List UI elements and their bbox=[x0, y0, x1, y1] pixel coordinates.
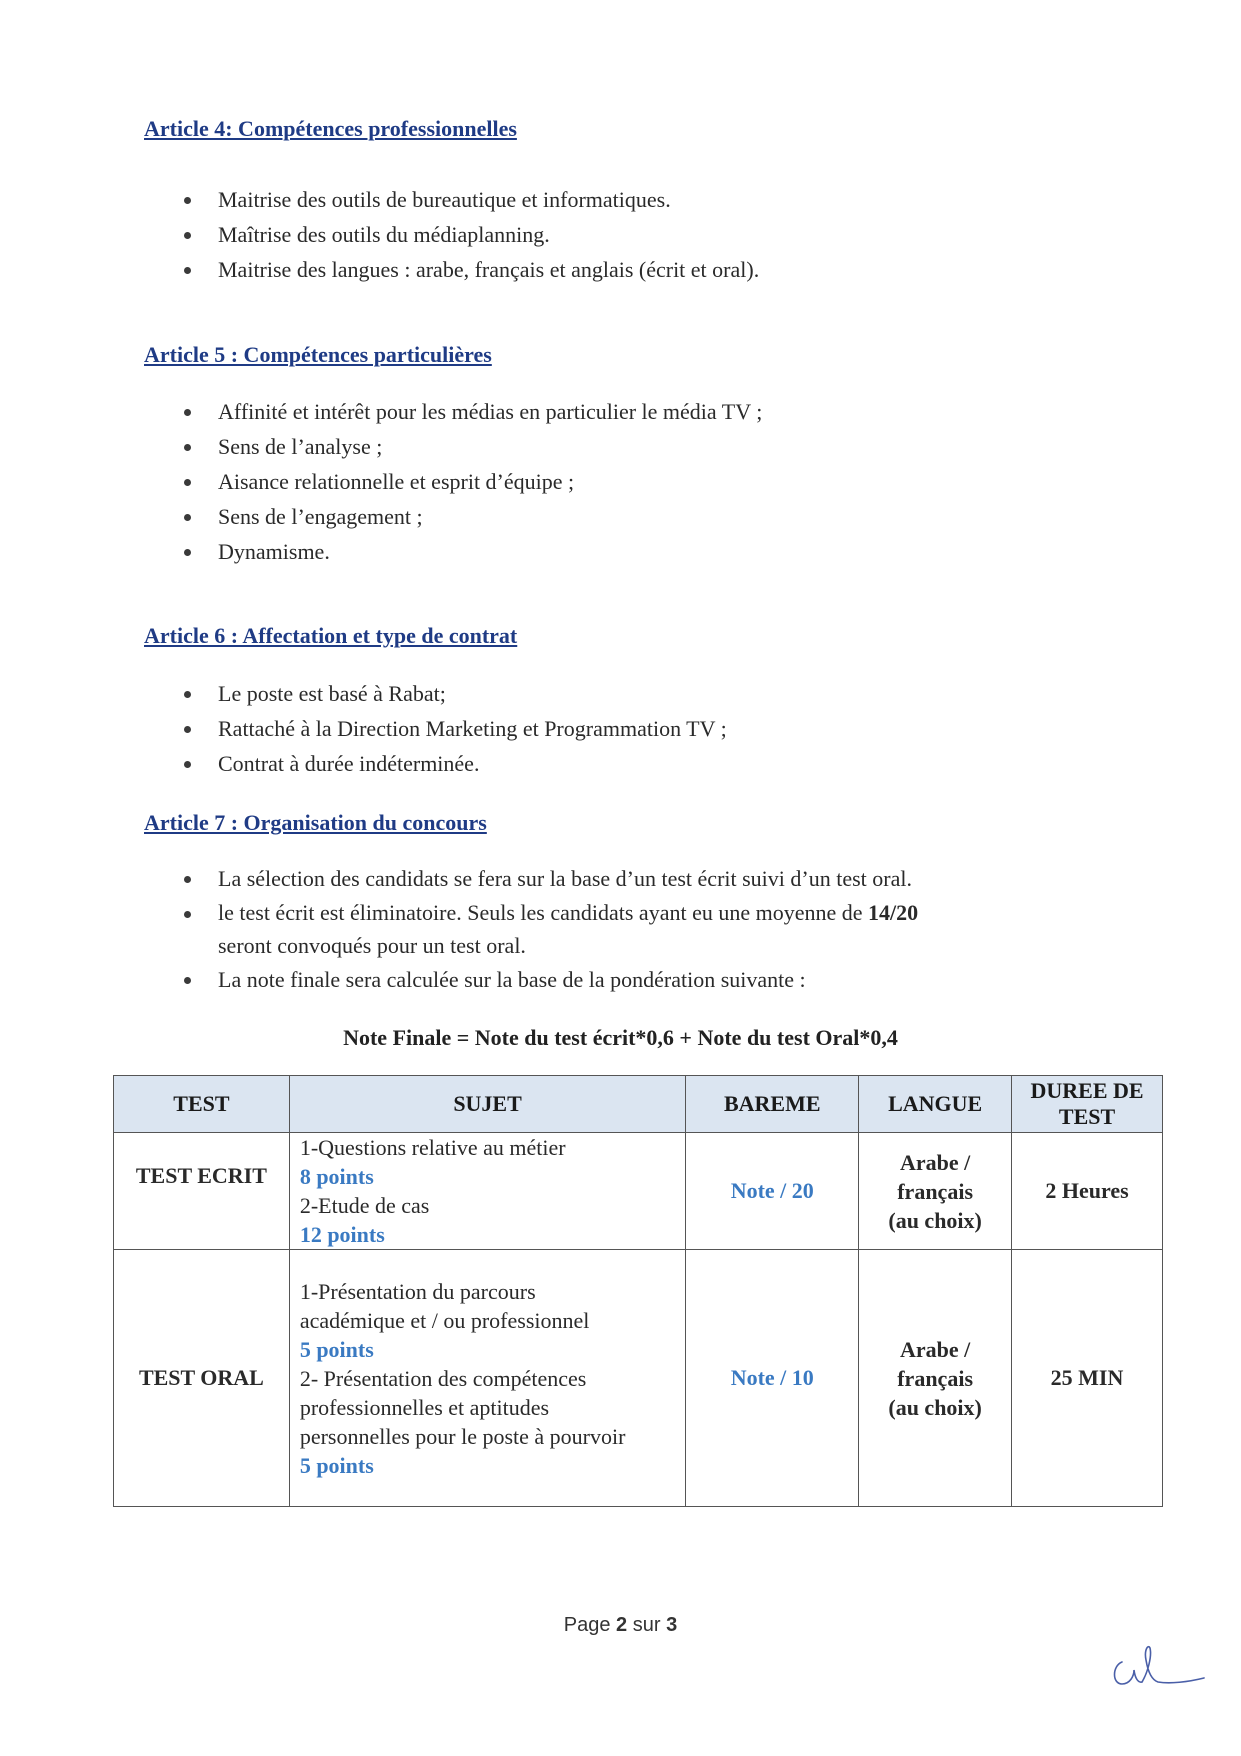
sujet-line: professionnelles et aptitudes bbox=[299, 1394, 550, 1420]
signature-initials bbox=[1108, 1638, 1208, 1698]
test-name-cell: TEST ECRIT bbox=[114, 1133, 290, 1250]
total-pages: 3 bbox=[666, 1614, 678, 1636]
list-item: Maîtrise des outils du médiaplanning. bbox=[176, 217, 1076, 252]
list-item: La note finale sera calculée sur la base de la pondération suivante : bbox=[176, 962, 1076, 997]
points-value: 5 points bbox=[299, 1452, 374, 1478]
langue-cell: Arabe / français (au choix) bbox=[859, 1250, 1012, 1507]
duree-cell: 2 Heures bbox=[1012, 1133, 1163, 1250]
list-item: Contrat à durée indéterminée. bbox=[176, 746, 1076, 781]
list-item: Le poste est basé à Rabat; bbox=[176, 676, 1076, 711]
article-7-list bbox=[176, 861, 1076, 997]
sujet-line: personnelles pour le poste à pourvoir bbox=[299, 1423, 626, 1449]
table-row bbox=[114, 1133, 1163, 1250]
article-4-list bbox=[176, 182, 1076, 287]
langue-cell: Arabe / français (au choix) bbox=[859, 1133, 1012, 1250]
list-item: Maitrise des langues : arabe, français et anglais (écrit et oral). bbox=[176, 252, 1076, 287]
list-item-text: le test écrit est éliminatoire. Seuls les candidats ayant eu une moyenne de bbox=[218, 900, 863, 925]
list-item: Maitrise des outils de bureautique et informatiques. bbox=[176, 182, 1076, 217]
page-number: Page 2 sur 3 bbox=[563, 1614, 678, 1636]
header-bareme: BAREME bbox=[686, 1076, 859, 1133]
points-value: 5 points bbox=[299, 1336, 374, 1362]
sujet-line: 1-Questions relative au métier bbox=[299, 1135, 566, 1160]
bareme-cell: Note / 20 bbox=[686, 1133, 859, 1250]
duree-cell: 25 MIN bbox=[1012, 1250, 1163, 1507]
list-item: Sens de l’engagement ; bbox=[176, 499, 1076, 534]
sujet-line: 2-Etude de cas bbox=[299, 1193, 430, 1218]
article-6-list bbox=[176, 676, 1076, 781]
header-sujet: SUJET bbox=[289, 1076, 685, 1133]
header-duree: DUREE DE TEST bbox=[1012, 1076, 1163, 1133]
sujet-cell bbox=[289, 1133, 685, 1250]
list-item: Affinité et intérêt pour les médias en particulier le média TV ; bbox=[176, 394, 1076, 429]
points-value: 12 points bbox=[299, 1222, 385, 1247]
list-item: Aisance relationnelle et esprit d’équipe ; bbox=[176, 464, 1076, 499]
article-4-title: Article 4: Compétences professionnelles bbox=[144, 116, 517, 141]
header-test: TEST bbox=[114, 1076, 290, 1133]
list-item: La sélection des candidats se fera sur la base d’un test écrit suivi d’un test oral. bbox=[176, 861, 1076, 896]
points-value: 8 points bbox=[299, 1164, 374, 1189]
final-grade-formula: Note Finale = Note du test écrit*0,6 + Note du test Oral*0,4 bbox=[343, 1025, 898, 1050]
threshold-score: 14/20 bbox=[868, 900, 919, 925]
test-name-cell: TEST ORAL bbox=[114, 1250, 290, 1507]
table-row bbox=[114, 1250, 1163, 1507]
list-item: Sens de l’analyse ; bbox=[176, 429, 1076, 464]
article-7-title: Article 7 : Organisation du concours bbox=[144, 810, 487, 835]
sujet-line: 2- Présentation des compétences bbox=[299, 1365, 587, 1391]
bareme-cell: Note / 10 bbox=[686, 1250, 859, 1507]
header-langue: LANGUE bbox=[859, 1076, 1012, 1133]
article-5-list bbox=[176, 394, 1076, 569]
current-page: 2 bbox=[616, 1614, 628, 1636]
sujet-line: 1-Présentation du parcours bbox=[299, 1278, 536, 1304]
list-item bbox=[176, 896, 1076, 962]
list-item: Dynamisme. bbox=[176, 534, 1076, 569]
list-item-text-continued: seront convoqués pour un test oral. bbox=[218, 933, 526, 958]
article-5-title: Article 5 : Compétences particulières bbox=[144, 342, 492, 367]
exam-table bbox=[113, 1075, 1163, 1507]
list-item: Rattaché à la Direction Marketing et Programmation TV ; bbox=[176, 711, 1076, 746]
sujet-cell bbox=[289, 1250, 685, 1507]
article-6-title: Article 6 : Affectation et type de contrat bbox=[144, 623, 518, 648]
table-header-row bbox=[114, 1076, 1163, 1133]
sujet-line: académique et / ou professionnel bbox=[299, 1307, 590, 1333]
